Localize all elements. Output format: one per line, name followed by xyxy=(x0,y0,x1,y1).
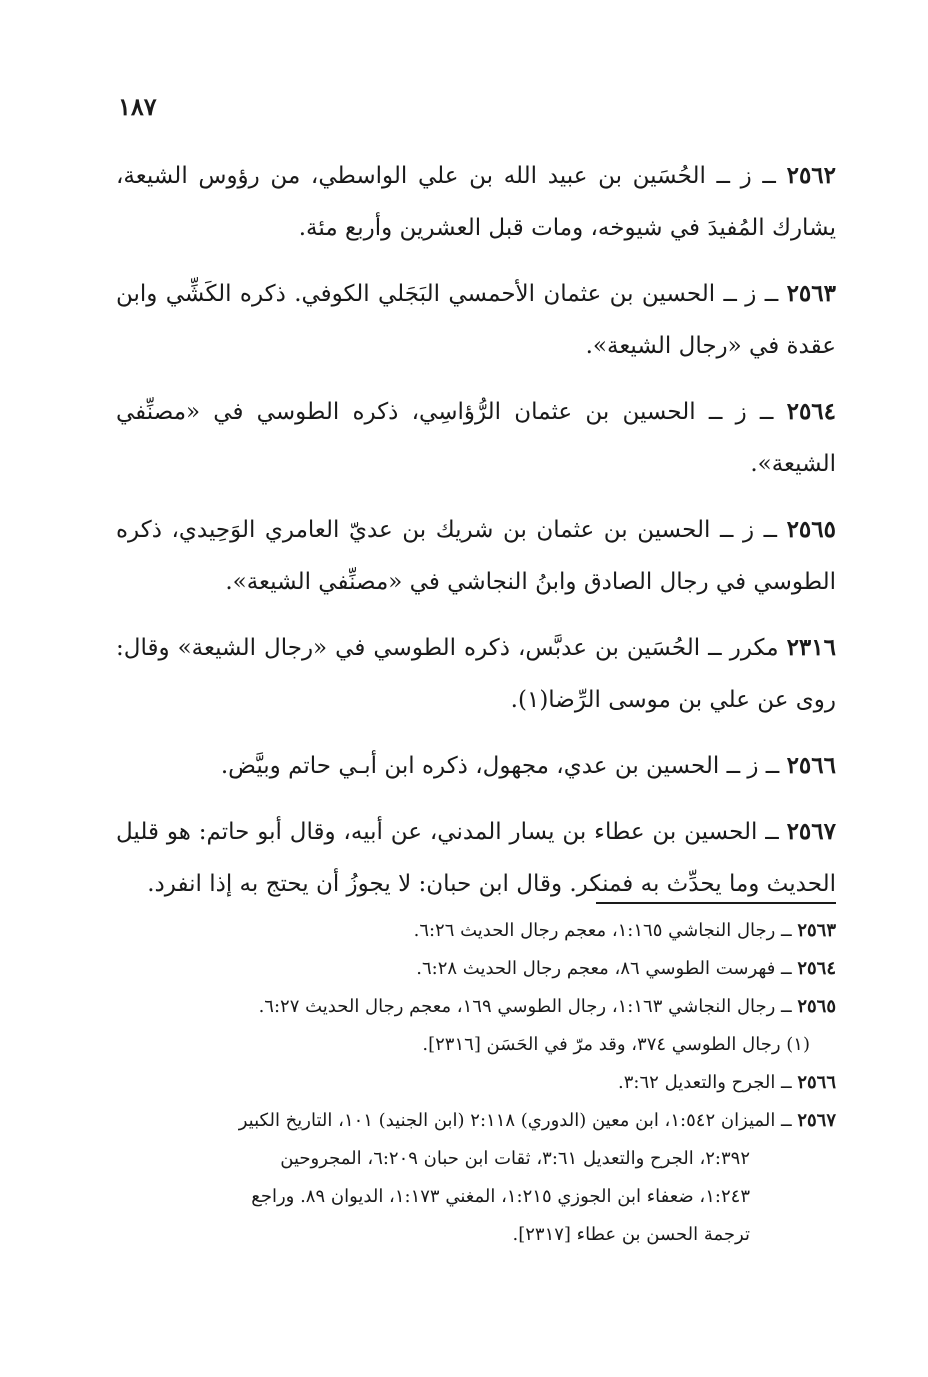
footnote-line: ٢:٣٩٢، الجرح والتعديل ٣:٦١، ثقات ابن حبان ٦:٢٠٩، المجروحين xyxy=(280,1148,750,1169)
footnote-number: ٢٥٦٧ xyxy=(797,1110,836,1131)
entry xyxy=(116,504,836,608)
entry xyxy=(116,150,836,254)
footnote-text: ــ فهرست الطوسي ٨٦، معجم رجال الحديث ٦:٢٨. xyxy=(416,958,792,979)
entry xyxy=(116,386,836,490)
footnote-number: ٢٥٦٤ xyxy=(797,958,836,979)
entry-text: مكرر ــ الحُسَين بن عدبَّس، ذكره الطوسي في «رجال الشيعة» وقال: روى عن علي بن موسى الرِّضا(١). xyxy=(116,635,836,713)
footnote-line xyxy=(116,1102,836,1140)
footnote-text: رجال الطوسي ٣٧٤، وقد مرّ في الحَسَن [٢٣١٦]. xyxy=(422,1034,781,1055)
footnote-text: ــ الميزان ١:٥٤٢، ابن معين (الدوري) ٢:١١٨ (ابن الجنيد) ١٠١، التاريخ الكبير xyxy=(238,1110,792,1131)
entry-number: ٢٥٦٢ xyxy=(786,162,837,189)
footnote xyxy=(116,1064,836,1102)
footnote-line: ترجمة الحسن بن عطاء [٢٣١٧]. xyxy=(512,1224,750,1245)
entry-text: ــ ز ــ الحسين بن عثمان بن شريك بن عديّ العامري الوَحِيدي، ذكره الطوسي في رجال الصادق وابنُ النجاشي في «مصنِّفي الشيعة». xyxy=(116,517,836,595)
entry-text: ــ ز ــ الحُسَين بن عبيد الله بن علي الواسطي، من رؤوس الشيعة، يشارك المُفيدَ في شيوخه، ومات قبل العشرين وأربع مئة. xyxy=(116,163,836,241)
footnotes-section xyxy=(116,912,836,1254)
footnote-line: ١:٢٤٣، ضعفاء ابن الجوزي ١:٢١٥، المغني ١:١٧٣، الديوان ٨٩. وراجع xyxy=(251,1186,750,1207)
entries-list xyxy=(116,150,836,924)
entry xyxy=(116,740,836,792)
page-number: ١٨٧ xyxy=(118,92,157,121)
footnote xyxy=(116,1102,836,1254)
entry xyxy=(116,268,836,372)
footnote-text: ــ رجال النجاشي ١:١٦٣، رجال الطوسي ١٦٩، معجم رجال الحديث ٦:٢٧. xyxy=(258,996,792,1017)
footnote-text: ــ الجرح والتعديل ٣:٦٢. xyxy=(618,1072,792,1093)
entry-text: ــ الحسين بن عطاء بن يسار المدني، عن أبيه، وقال أبو حاتم: هو قليل الحديث وما يحدِّث به فمنكر. وقال ابن حبان: لا يجوزُ أن يحتج به إذا انفرد. xyxy=(116,819,836,897)
footnote-note xyxy=(116,1026,836,1064)
entry-text: ــ ز ــ الحسين بن عثمان الرُّؤاسِي، ذكره الطوسي في «مصنِّفي الشيعة». xyxy=(116,399,836,477)
entry xyxy=(116,622,836,726)
footnote-text: ــ رجال النجاشي ١:١٦٥، معجم رجال الحديث ٦:٢٦. xyxy=(413,920,792,941)
entry-text: ــ ز ــ الحسين بن عثمان الأحمسي البَجَلي الكوفي. ذكره الكَشِّي وابن عقدة في «رجال الشيعة». xyxy=(116,281,836,359)
entry-number: ٢٥٦٤ xyxy=(786,398,837,425)
footnote xyxy=(116,912,836,950)
footnote-number: ٢٥٦٦ xyxy=(797,1072,836,1093)
entry-number: ٢٣١٦ xyxy=(786,634,836,661)
entry-number: ٢٥٦٦ xyxy=(786,752,836,779)
footnote xyxy=(116,988,836,1026)
footnote-number: ٢٥٦٣ xyxy=(797,920,836,941)
footnote-divider xyxy=(596,902,836,904)
footnote-number: ٢٥٦٥ xyxy=(797,996,836,1017)
footnote-number: (١) xyxy=(786,1034,810,1055)
entry-number: ٢٥٦٣ xyxy=(786,280,836,307)
entry-number: ٢٥٦٥ xyxy=(786,516,836,543)
footnote xyxy=(116,950,836,988)
entry xyxy=(116,806,836,910)
entry-text: ــ ز ــ الحسين بن عدي، مجهول، ذكره ابن أبـي حاتم وبيَّض. xyxy=(220,753,780,779)
entry-number: ٢٥٦٧ xyxy=(786,818,836,845)
